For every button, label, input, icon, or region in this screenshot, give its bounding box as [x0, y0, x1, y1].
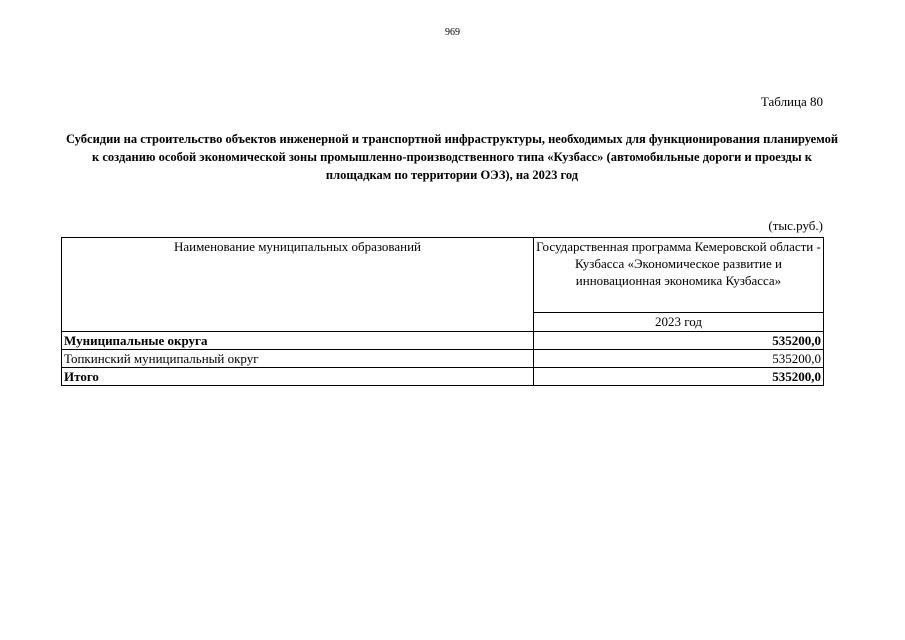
- row-name: Топкинский муниципальный округ: [62, 350, 534, 368]
- units-label: (тыс.руб.): [768, 218, 823, 233]
- page-number: 969: [445, 27, 460, 38]
- row-name: Муниципальные округа: [62, 332, 534, 350]
- document-title: Субсидии на строительство объектов инженерной и транспортной инфраструктуры, необходимых для функционирования планируемой к созданию особой экономической зоны промышленно-производственного типа «Кузбасс» (автомобильные дороги и проезды к площадкам по территории ОЭЗ), на 2023 год: [65, 132, 839, 182]
- subsidy-table: [61, 237, 824, 386]
- table-row: [62, 350, 824, 368]
- header-year: 2023 год: [534, 313, 824, 332]
- table-row: [62, 332, 824, 350]
- header-municipality-name: Наименование муниципальных образований: [62, 238, 534, 332]
- row-value: 535200,0: [534, 350, 824, 368]
- row-value: 535200,0: [534, 368, 824, 386]
- row-value: 535200,0: [534, 332, 824, 350]
- table-row: [62, 368, 824, 386]
- row-name: Итого: [62, 368, 534, 386]
- table-label: Таблица 80: [760, 94, 823, 109]
- header-program: Государственная программа Кемеровской области - Кузбасса «Экономическое развитие и инновационная экономика Кузбасса»: [534, 238, 824, 313]
- table-header-row: [62, 238, 824, 313]
